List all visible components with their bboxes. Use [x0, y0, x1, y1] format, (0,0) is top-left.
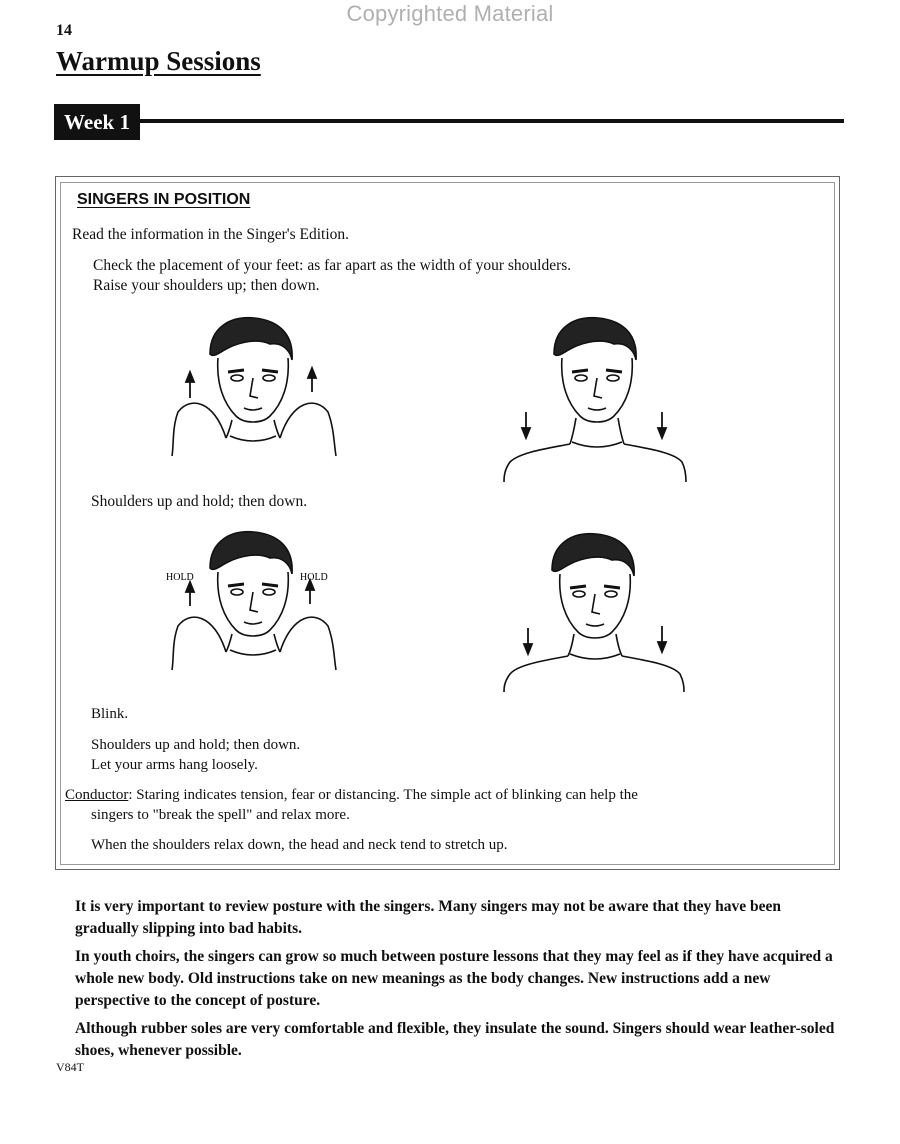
figure-shoulders-down-2 [500, 528, 690, 694]
conductor-label: Conductor [65, 787, 129, 803]
teacher-notes [75, 896, 835, 1068]
week-banner [54, 104, 844, 140]
arms-text: Let your arms hang loosely. [91, 757, 258, 773]
note-youth-choirs: In youth choirs, the singers can grow so much between posture lessons that they may feel as if they have acquired a whole new body. Old instructions take on new meanings as the body changes. New instructions add a new perspective to the concept of posture. [75, 948, 833, 1009]
hold-again-text: Shoulders up and hold; then down. [91, 737, 301, 753]
check-feet-text: Check the placement of your feet: as far apart as the width of your shoulders. [93, 257, 572, 274]
raise-shoulders-text: Raise your shoulders up; then down. [93, 277, 320, 294]
conductor-note [65, 785, 845, 805]
hold-label-left: HOLD [166, 572, 194, 583]
page-title: Warmup Sessions [56, 46, 261, 76]
week-label: Week 1 [54, 104, 140, 140]
week-rule [140, 119, 844, 123]
figure-shoulders-down [500, 312, 690, 484]
page-number: 14 [56, 22, 72, 39]
shoulders-hold-caption: Shoulders up and hold; then down. [91, 493, 308, 510]
conductor-note-continued: singers to "break the spell" and relax more. [91, 807, 350, 823]
box-heading: SINGERS IN POSITION [77, 191, 251, 208]
footer-code: V84T [56, 1060, 84, 1074]
relax-text: When the shoulders relax down, the head and neck tend to stretch up. [91, 837, 508, 853]
hold-label-right: HOLD [300, 572, 328, 583]
figure-shoulders-up [170, 312, 350, 462]
intro-text: Read the information in the Singer's Edition. [72, 226, 350, 243]
note-shoes: Although rubber soles are very comfortable and flexible, they insulate the sound. Singers should wear leather-soled shoes, whenever possible. [75, 1020, 835, 1059]
blink-text: Blink. [91, 706, 129, 722]
watermark: Copyrighted Material [346, 1, 554, 26]
figure-shoulders-hold [160, 526, 350, 676]
note-posture-review: It is very important to review posture with the singers. Many singers may not be aware that they have been gradually slipping into bad habits. [75, 898, 782, 937]
conductor-text: : Staring indicates tension, fear or distancing. The simple act of blinking can help the [128, 787, 638, 803]
